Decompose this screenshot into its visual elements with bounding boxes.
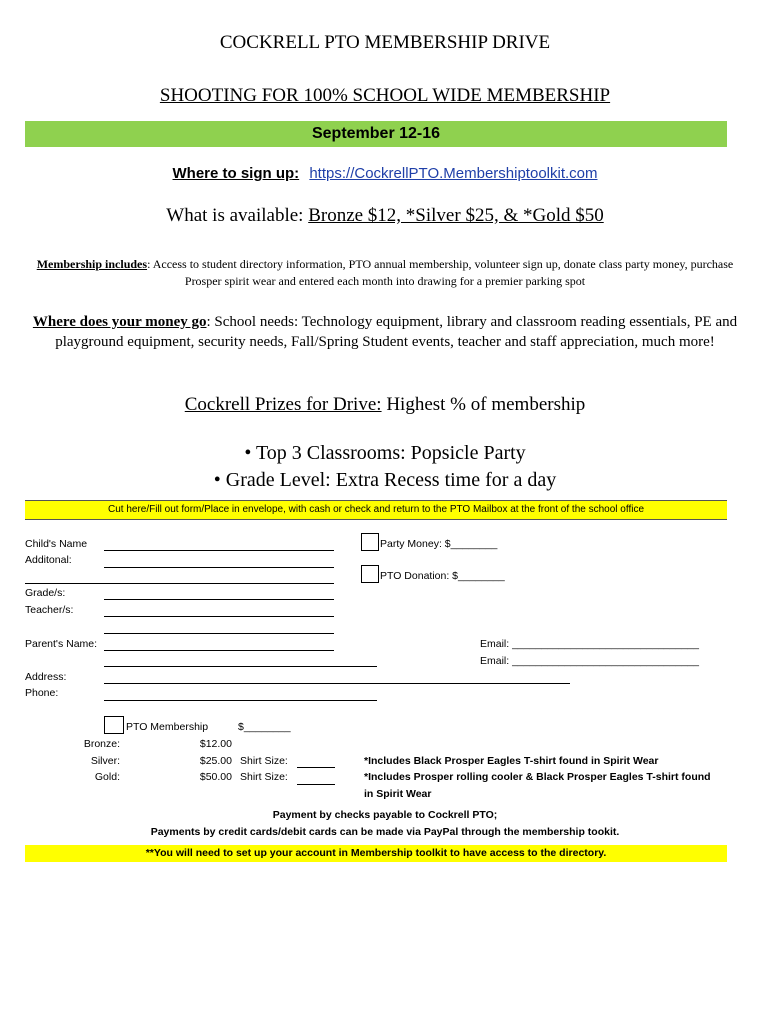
- tier-name: Gold:: [94, 771, 120, 783]
- address-label: Address:: [25, 671, 67, 683]
- phone-field[interactable]: [104, 700, 377, 701]
- pto-donation-checkbox[interactable]: [361, 565, 379, 583]
- gold-note: *Includes Prosper rolling cooler & Black Prosper Eagles T-shirt found: [364, 771, 711, 783]
- membership-includes: [30, 256, 740, 290]
- party-money-label: Party Money: $________: [380, 538, 498, 550]
- pto-donation-label: PTO Donation: $________: [380, 570, 505, 582]
- childs-name-field[interactable]: [104, 550, 334, 551]
- shirt-size-label: Shirt Size:: [240, 755, 288, 767]
- prize-item: • Grade Level: Extra Recess time for a day: [213, 469, 557, 491]
- page-subtitle: SHOOTING FOR 100% SCHOOL WIDE MEMBERSHIP: [159, 85, 611, 106]
- availability-line: [0, 205, 770, 227]
- grades-field[interactable]: [104, 599, 334, 600]
- prizes-line: [0, 394, 770, 416]
- tier-price: $50.00: [199, 771, 232, 783]
- grades-label: Grade/s:: [25, 587, 66, 599]
- prizes-text: Highest % of membership: [381, 394, 586, 415]
- childs-name-label: Child's Name: [25, 538, 88, 550]
- dates-banner: September 12-16: [25, 121, 727, 147]
- money-usage: [25, 312, 745, 352]
- shirt-size-label: Shirt Size:: [240, 771, 288, 783]
- parents-name-field[interactable]: [104, 650, 334, 651]
- additional-field[interactable]: [104, 567, 334, 568]
- directory-note: **You will need to set up your account in Membership toolkit to have access to the directory.: [25, 845, 727, 862]
- tier-name: Bronze:: [83, 738, 120, 750]
- prizes-label: Cockrell Prizes for Drive:: [184, 394, 382, 415]
- signup-label: Where to sign up:: [172, 165, 300, 182]
- page-title: COCKRELL PTO MEMBERSHIP DRIVE: [219, 32, 551, 53]
- email-field-1[interactable]: Email: ________________________________: [480, 638, 699, 650]
- prize-item: • Top 3 Classrooms: Popsicle Party: [244, 442, 526, 464]
- silver-note: *Includes Black Prosper Eagles T-shirt found in Spirit Wear: [364, 755, 659, 767]
- shirt-size-field[interactable]: [297, 784, 335, 785]
- party-money-checkbox[interactable]: [361, 533, 379, 551]
- pto-membership-checkbox[interactable]: [104, 716, 124, 734]
- tier-name: Silver:: [90, 755, 120, 767]
- gold-note-cont: in Spirit Wear: [364, 788, 432, 800]
- tier-price: $12.00: [199, 738, 232, 750]
- email-field-2[interactable]: Email: ________________________________: [480, 655, 699, 667]
- includes-label: Membership includes: [36, 257, 148, 271]
- teachers-field[interactable]: [104, 616, 334, 617]
- parents-name-field-2[interactable]: [104, 666, 377, 667]
- payment-cards: Payments by credit cards/debit cards can be made via PayPal through the membership tookit.: [150, 826, 620, 838]
- pto-membership-label: PTO Membership: [126, 721, 209, 733]
- pto-membership-amount[interactable]: $________: [238, 721, 291, 733]
- parents-name-label: Parent's Name:: [25, 638, 98, 650]
- signup-link[interactable]: https://CockrellPTO.Membershiptoolkit.com: [309, 165, 598, 182]
- money-label: Where does your money go: [32, 314, 207, 330]
- payment-checks: Payment by checks payable to Cockrell PTO;: [272, 809, 498, 821]
- shirt-size-field[interactable]: [297, 767, 335, 768]
- additional-field-2[interactable]: [25, 583, 334, 584]
- tier-price: $25.00: [199, 755, 232, 767]
- phone-label: Phone:: [25, 687, 59, 699]
- signup-line: [0, 165, 770, 182]
- cut-instructions: Cut here/Fill out form/Place in envelope, with cash or check and return to the PTO Mailbox at the front of the school office: [25, 500, 727, 520]
- teachers-label: Teacher/s:: [25, 604, 74, 616]
- additional-label: Additonal:: [25, 554, 72, 566]
- money-text: : School needs: Technology equipment, library and classroom reading essentials, PE and playground equipment, security needs, Fall/Spring Student events, teacher and staff appreciation, much more!: [55, 314, 738, 350]
- address-field[interactable]: [104, 683, 570, 684]
- teachers-field-2[interactable]: [104, 633, 334, 634]
- includes-text: : Access to student directory information, PTO annual membership, volunteer sign up, donate class party money, purchase Prosper spirit wear and entered each month into drawing for a premier parking spot: [147, 257, 734, 288]
- availability-label: What is available:: [166, 205, 304, 226]
- availability-options: Bronze $12, *Silver $25, & *Gold $50: [308, 205, 604, 226]
